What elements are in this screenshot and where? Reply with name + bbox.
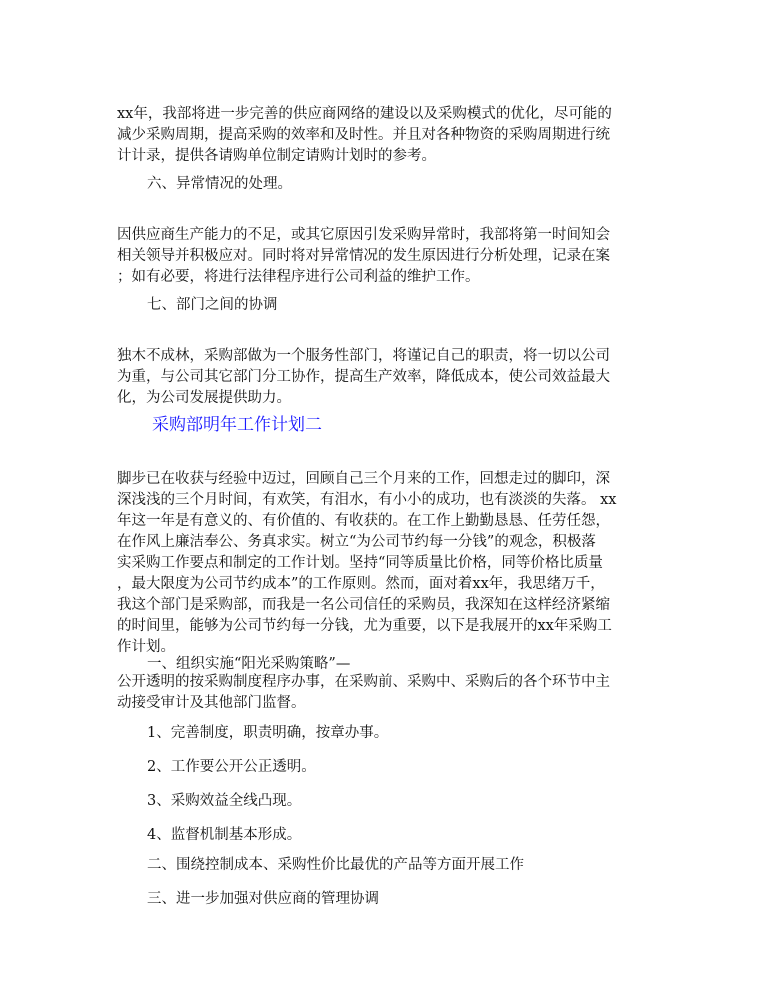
text-line: 作计划。 [117,639,175,655]
text-line: xx年，我部将进一步完善的供应商网络的建设以及采购模式的优化，尽可能的 [117,106,612,122]
section7-heading: 七、部门之间的协调 [147,297,278,313]
text-line: ；如有必要，将进行法律程序进行公司利益的维护工作。 [117,269,480,285]
item3-heading: 三、进一步加强对供应商的管理协调 [147,891,379,907]
text-line: 计计录，提供各请购单位制定请购计划时的参考。 [117,148,436,164]
plan2-title: 采购部明年工作计划二 [152,415,322,435]
text-line: 减少采购周期，提高采购的效率和及时性。并且对各种物资的采购周期进行统 [117,127,610,143]
subitem-1: 1、完善制度，职责明确，按章办事。 [147,725,389,741]
text-line: 实采购工作要点和制定的工作计划。坚持“同等质量比价格，同等价格比质量 [117,555,603,571]
text-line: 在作风上廉洁奉公、务真求实。树立“为公司节约每一分钱”的观念，积极落 [117,534,596,550]
item1-heading: 一、组织实施“阳光采购策略”— [147,656,351,672]
item2-heading: 二、围绕控制成本、采购性价比最优的产品等方面开展工作 [147,857,524,873]
text-line: 脚步已在收获与经验中迈过，回顾自己三个月来的工作，回想走过的脚印，深 [117,471,610,487]
text-line: 深浅浅的三个月时间，有欢笑，有泪水，有小小的成功，也有淡淡的失落。 xx [117,492,617,508]
subitem-4: 4、监督机制基本形成。 [147,827,302,843]
text-line: 公开透明的按采购制度程序办事，在采购前、采购中、采购后的各个环节中主 [117,674,610,690]
text-line: 为重，与公司其它部门分工协作，提高生产效率，降低成本，使公司效益最大 [117,369,610,385]
text-line: 独木不成林，采购部做为一个服务性部门，将谨记自己的职责，将一切以公司 [117,348,610,364]
text-line: ，最大限度为公司节约成本”的工作原则。然而，面对着xx年，我思绪万千， [117,576,605,592]
intro-paragraph [117,104,657,167]
item1-paragraph [117,672,657,714]
subitem-3: 3、采购效益全线凸现。 [147,793,302,809]
section6-heading: 六、异常情况的处理。 [147,176,292,192]
text-line: 的时间里，能够为公司节约每一分钱，尤为重要，以下是我展开的xx年采购工 [117,618,612,634]
text-line: 年这一年是有意义的、有价值的、有收获的。在工作上勤勤恳恳、任劳任怨， [117,513,610,529]
text-line: 相关领导并积极应对。同时将对异常情况的发生原因进行分析处理，记录在案 [117,248,610,264]
subitem-2: 2、工作要公开公正透明。 [147,759,316,775]
text-line: 我这个部门是采购部，而我是一名公司信任的采购员，我深知在这样经济紧缩 [117,597,610,613]
plan2-intro-paragraph [117,469,657,658]
section6-paragraph [117,225,657,288]
text-line: 因供应商生产能力的不足，或其它原因引发采购异常时，我部将第一时间知会 [117,227,610,243]
text-line: 化，为公司发展提供助力。 [117,390,291,406]
section7-paragraph [117,346,657,409]
text-line: 动接受审计及其他部门监督。 [117,695,306,711]
